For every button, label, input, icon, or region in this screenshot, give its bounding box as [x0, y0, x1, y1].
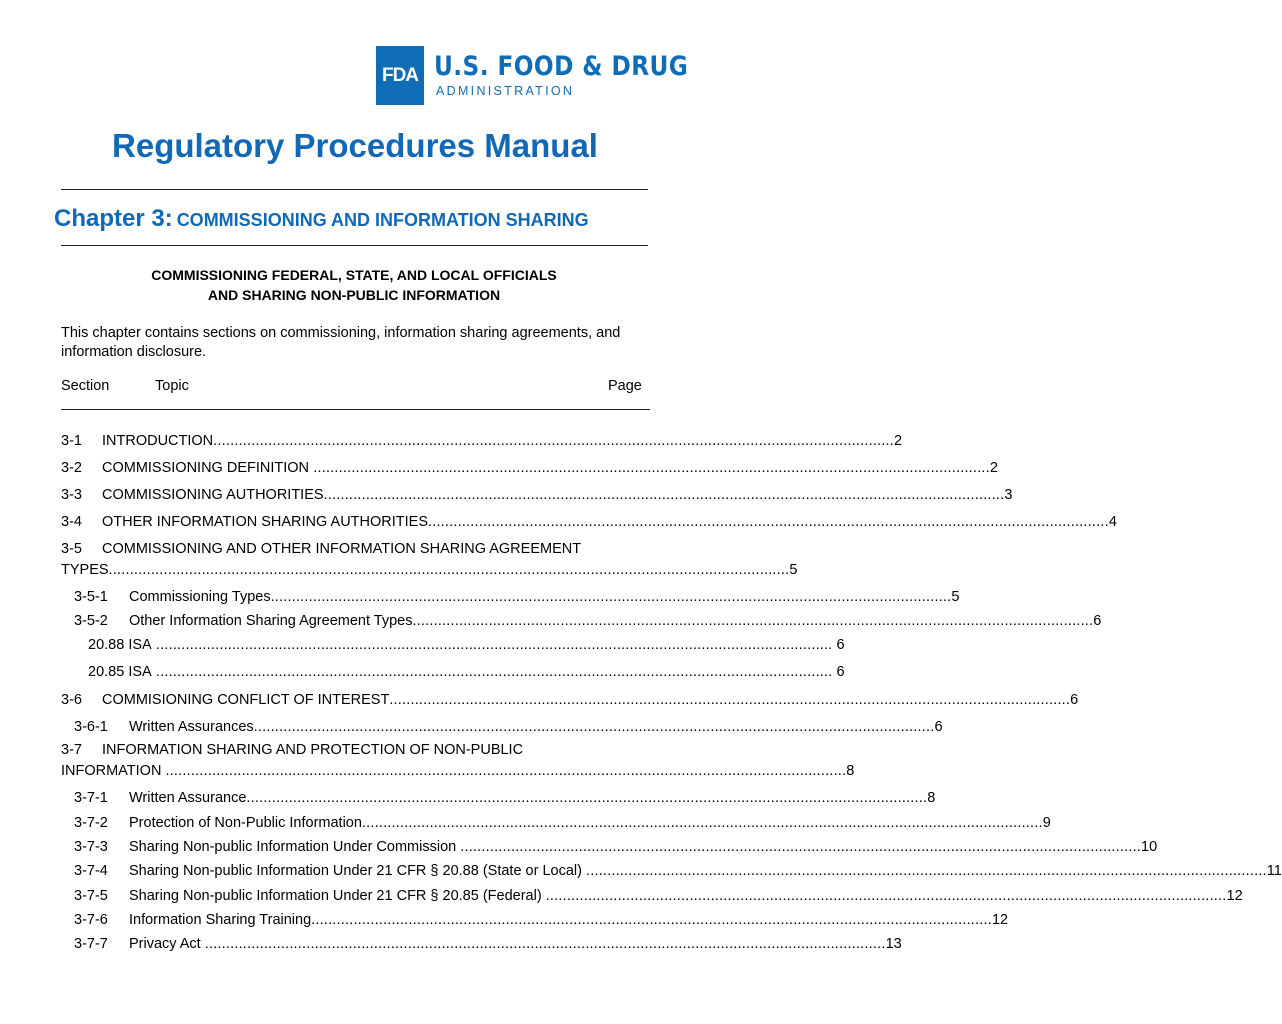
toc-entry-page: 6 [832, 637, 845, 653]
toc-leader-dots: ................................................................................................................................................................. [108, 562, 790, 578]
toc-entry-page: 6 [1093, 613, 1102, 629]
toc-leader-dots: ................................................................................................................................................................. [246, 790, 928, 806]
toc-entry-title: INTRODUCTION [102, 433, 214, 449]
toc-entry-title: 20.85 ISA [88, 664, 152, 680]
toc-entry-continuation[interactable] [61, 562, 798, 578]
toc-entry-title: Privacy Act [129, 936, 205, 952]
toc-header-rule [61, 409, 650, 410]
toc-entry-number: 3-2 [61, 460, 82, 476]
toc-entry[interactable] [74, 589, 960, 605]
toc-leader-dots: ................................................................................................................................................................. [204, 936, 886, 952]
toc-leader-dots: ................................................................................................................................................................. [389, 692, 1071, 708]
toc-leader-dots: ................................................................................................................................................................. [213, 433, 894, 449]
divider-bottom [61, 245, 648, 246]
toc-leader-dots: ................................................................................................................................................................ [151, 664, 833, 680]
toc-entry-page: 10 [1141, 839, 1158, 855]
toc-entry-page: 6 [1070, 692, 1079, 708]
toc-entry[interactable] [74, 719, 943, 735]
toc-leader-dots: ................................................................................................................................................................. [545, 888, 1227, 904]
toc-entry-page: 11 [1266, 863, 1282, 879]
toc-entry-title: Sharing Non-public Information Under 21 CFR § 20.85 (Federal) [129, 888, 546, 904]
toc-leader-dots: ................................................................................................................................................................. [585, 863, 1267, 879]
toc-entry-title: Sharing Non-public Information Under 21 CFR § 20.88 (State or Local) [129, 863, 586, 879]
toc-entry-page: 12 [1226, 888, 1243, 904]
divider-top [61, 189, 648, 190]
toc-entry-first-line[interactable] [61, 742, 523, 758]
toc-entry-page: 6 [934, 719, 943, 735]
toc-entry-page: 8 [927, 790, 936, 806]
toc-entry-page: 12 [991, 912, 1009, 928]
toc-leader-dots: ................................................................................................................................................................. [311, 912, 992, 928]
toc-entry-number: 3-5-2 [74, 613, 108, 629]
toc-leader-dots: ................................................................................................................................................................. [361, 815, 1043, 831]
toc-entry-number: 3-5 [61, 541, 82, 557]
toc-entry-number: 3-3 [61, 487, 82, 503]
toc-entry[interactable] [74, 790, 936, 806]
chapter-name: COMMISSIONING AND INFORMATION SHARING [176, 210, 589, 230]
chapter-number: Chapter 3: [54, 205, 173, 232]
toc-entry-title: Written Assurance [129, 790, 247, 806]
toc-entry-title: OTHER INFORMATION SHARING AUTHORITIES [102, 514, 428, 530]
toc-entry-title: Other Information Sharing Agreement Types [129, 613, 413, 629]
toc-entry-number: 3-7-3 [74, 839, 108, 855]
toc-entry-title-cont: INFORMATION [61, 763, 166, 779]
toc-header-page: Page [608, 378, 642, 394]
agency-name: U.S. FOOD & DRUG [434, 51, 689, 82]
toc-entry-number: 3-7-7 [74, 936, 108, 952]
toc-entry-number: 3-7-5 [74, 888, 108, 904]
toc-leader-dots: ................................................................................................................................................................ [309, 460, 990, 476]
intro-paragraph: This chapter contains sections on commissioning, information sharing agreements, and information disclosure. [61, 325, 621, 360]
toc-entry[interactable] [74, 912, 1009, 928]
toc-leader-dots: ................................................................................................................................................................. [323, 487, 1005, 503]
toc-entry-title: Sharing Non-public Information Under Commission [129, 839, 461, 855]
toc-entry-page: 5 [789, 562, 798, 578]
toc-entry-number: 3-7-1 [74, 790, 108, 806]
toc-entry[interactable] [74, 839, 1158, 855]
toc-entry-number: 3-6-1 [74, 719, 108, 735]
subheading-line-2: AND SHARING NON-PUBLIC INFORMATION [207, 287, 501, 303]
toc-entry-title: COMMISSIONING AUTHORITIES [102, 487, 324, 503]
toc-header-topic: Topic [155, 378, 189, 394]
toc-entry-title: Information Sharing Training [129, 912, 312, 928]
toc-entry[interactable] [74, 936, 902, 952]
toc-entry-page: 4 [1108, 514, 1117, 530]
toc-entry-title: Written Assurances [129, 719, 254, 735]
toc-entry[interactable] [61, 692, 1079, 708]
toc-header-section: Section [61, 378, 110, 394]
toc-entry[interactable] [74, 863, 1282, 879]
toc-leader-dots: ................................................................................................................................................................ [151, 637, 833, 653]
toc-leader-dots: ................................................................................................................................................................. [412, 613, 1094, 629]
toc-entry-page: 2 [893, 433, 903, 449]
chapter-title [54, 205, 589, 233]
toc-entry-page: 9 [1042, 815, 1051, 831]
toc-entry-number: 3-4 [61, 514, 82, 530]
toc-entry-number: 3-1 [61, 433, 82, 449]
toc-entry[interactable] [74, 613, 1102, 629]
toc-entry[interactable] [61, 460, 998, 476]
fda-logo-badge: FDA [376, 46, 424, 105]
toc-entry-title-cont: TYPES [61, 562, 109, 578]
toc-entry-number: 3-7-6 [74, 912, 108, 928]
toc-entry-page: 5 [951, 589, 960, 605]
toc-entry-number: 3-7-4 [74, 863, 108, 879]
toc-leader-dots: ................................................................................................................................................................. [165, 763, 847, 779]
toc-entry[interactable] [61, 433, 903, 449]
toc-entry-page: 2 [989, 460, 998, 476]
toc-leader-dots: ................................................................................................................................................................. [428, 514, 1109, 530]
toc-entry-number: 3-6 [61, 692, 82, 708]
toc-leader-dots: ................................................................................................................................................................. [270, 589, 952, 605]
toc-entry-title: Commissioning Types [129, 589, 271, 605]
toc-entry-title: COMMISSIONING AND OTHER INFORMATION SHARING AGREEMENT [102, 541, 582, 557]
toc-entry-continuation[interactable] [61, 763, 855, 779]
toc-entry-page: 13 [885, 936, 902, 952]
toc-entry-first-line[interactable] [61, 541, 581, 557]
toc-entry[interactable] [61, 487, 1013, 503]
toc-entry-number: 3-7-2 [74, 815, 108, 831]
toc-leader-dots: ................................................................................................................................................................. [253, 719, 935, 735]
toc-entry[interactable] [88, 664, 845, 680]
agency-subname: ADMINISTRATION [436, 84, 575, 98]
toc-entry-number: 3-5-1 [74, 589, 108, 605]
toc-entry-title: COMMISSIONING DEFINITION [102, 460, 310, 476]
toc-entry-page: 6 [832, 664, 845, 680]
toc-entry-title: Protection of Non-Public Information [129, 815, 362, 831]
toc-entry-page: 3 [1004, 487, 1013, 503]
toc-leader-dots: ................................................................................................................................................................. [460, 839, 1142, 855]
toc-entry[interactable] [74, 815, 1051, 831]
toc-entry[interactable] [88, 637, 845, 653]
manual-title: Regulatory Procedures Manual [112, 127, 598, 164]
toc-entry-title: COMMISIONING CONFLICT OF INTEREST [102, 692, 390, 708]
toc-entry[interactable] [61, 514, 1117, 530]
subheading-line-1: COMMISSIONING FEDERAL, STATE, AND LOCAL OFFICIALS [151, 267, 557, 283]
toc-entry-page: 8 [846, 763, 855, 779]
toc-entry-number: 3-7 [61, 742, 82, 758]
toc-entry[interactable] [74, 888, 1243, 904]
toc-entry-title: 20.88 ISA [88, 637, 152, 653]
toc-entry-title: INFORMATION SHARING AND PROTECTION OF NON-PUBLIC [102, 742, 524, 758]
